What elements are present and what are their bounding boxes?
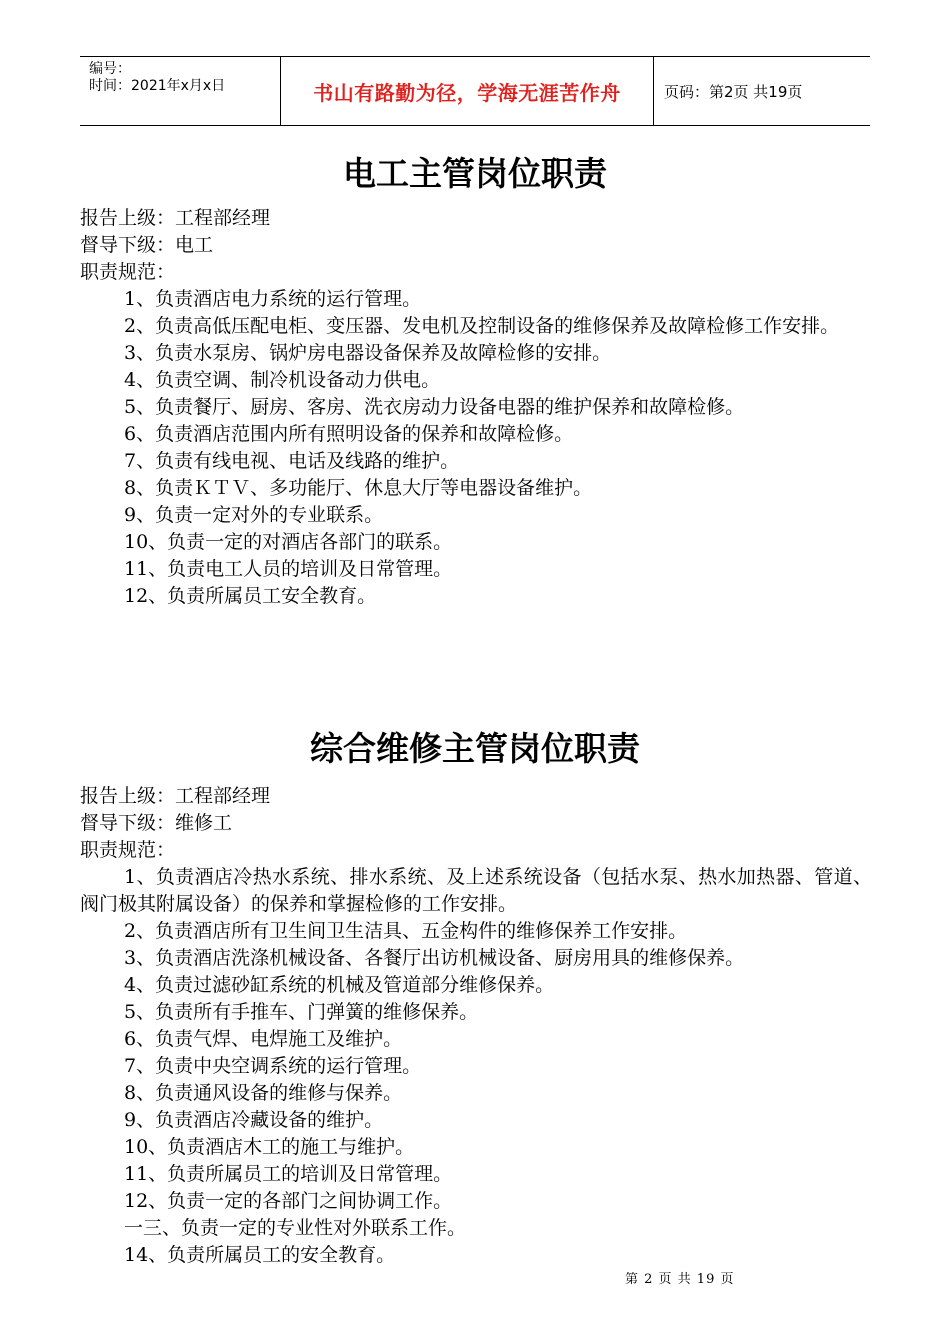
page-footer: 第 2 页 共 19 页 bbox=[625, 1272, 735, 1287]
duty-item: 8、负责ＫＴＶ、多功能厅、休息大厅等电器设备维护。 bbox=[124, 477, 593, 499]
header-page-info: 页码：第2页 共19页 bbox=[664, 82, 803, 101]
duty-item: 一三、负责一定的专业性对外联系工作。 bbox=[124, 1217, 467, 1239]
duty-item: 12、负责所属员工安全教育。 bbox=[124, 585, 377, 607]
duties-label: 职责规范： bbox=[80, 261, 176, 283]
document-number-label: 编号： bbox=[89, 61, 131, 77]
duty-item: 8、负责通风设备的维修与保养。 bbox=[124, 1082, 403, 1104]
duty-item: 9、负责酒店冷藏设备的维护。 bbox=[124, 1109, 384, 1131]
duty-item: 10、负责酒店木工的施工与维护。 bbox=[124, 1136, 415, 1158]
duty-item: 7、负责有线电视、电话及线路的维护。 bbox=[124, 450, 460, 472]
section-title-electrician: 电工主管岗位职责 bbox=[343, 154, 607, 193]
duty-item: 12、负责一定的各部门之间协调工作。 bbox=[124, 1190, 453, 1212]
supervise: 督导下级：维修工 bbox=[80, 812, 233, 834]
duty-item: 4、负责过滤砂缸系统的机械及管道部分维修保养。 bbox=[124, 974, 555, 996]
page-header bbox=[80, 56, 870, 126]
document-time: 时间：2021年x月x日 bbox=[89, 78, 226, 94]
duty-item: 2、负责高低压配电柜、变压器、发电机及控制设备的维修保养及故障检修工作安排。 bbox=[124, 315, 840, 337]
duty-item: 1、负责酒店冷热水系统、排水系统、及上述系统设备（包括水泵、热水加热器、管道、阀门极其附属设备）的保养和掌握检修的工作安排。 bbox=[80, 866, 872, 915]
duty-item: 5、负责所有手推车、门弹簧的维修保养。 bbox=[124, 1001, 479, 1023]
duty-item: 7、负责中央空调系统的运行管理。 bbox=[124, 1055, 422, 1077]
header-motto: 书山有路勤为径，学海无涯苦作舟 bbox=[281, 57, 654, 125]
duty-item: 4、负责空调、制冷机设备动力供电。 bbox=[124, 369, 441, 391]
duties-label: 职责规范： bbox=[80, 839, 176, 861]
duty-item: 5、负责餐厅、厨房、客房、洗衣房动力设备电器的维护保养和故障检修。 bbox=[124, 396, 745, 418]
duty-item: 3、负责酒店洗涤机械设备、各餐厅出访机械设备、厨房用具的维修保养。 bbox=[124, 947, 745, 969]
section-electrician bbox=[80, 205, 872, 610]
duty-item: 1、负责酒店电力系统的运行管理。 bbox=[124, 288, 422, 310]
duty-item: 10、负责一定的对酒店各部门的联系。 bbox=[124, 531, 453, 553]
duty-item: 2、负责酒店所有卫生间卫生洁具、五金构件的维修保养工作安排。 bbox=[124, 920, 688, 942]
report-to: 报告上级：工程部经理 bbox=[80, 207, 271, 229]
duty-item: 14、负责所属员工的安全教育。 bbox=[124, 1244, 396, 1266]
header-meta bbox=[80, 57, 281, 125]
duty-item: 3、负责水泵房、锅炉房电器设备保养及故障检修的安排。 bbox=[124, 342, 612, 364]
duty-item: 6、负责气焊、电焊施工及维护。 bbox=[124, 1028, 403, 1050]
section-maintenance bbox=[80, 783, 872, 1269]
report-to: 报告上级：工程部经理 bbox=[80, 785, 271, 807]
duty-item: 6、负责酒店范围内所有照明设备的保养和故障检修。 bbox=[124, 423, 574, 445]
duty-item: 11、负责电工人员的培训及日常管理。 bbox=[124, 558, 453, 580]
section-title-maintenance: 综合维修主管岗位职责 bbox=[310, 729, 640, 768]
duty-item: 11、负责所属员工的培训及日常管理。 bbox=[124, 1163, 453, 1185]
duty-item: 9、负责一定对外的专业联系。 bbox=[124, 504, 384, 526]
supervise: 督导下级：电工 bbox=[80, 234, 214, 256]
